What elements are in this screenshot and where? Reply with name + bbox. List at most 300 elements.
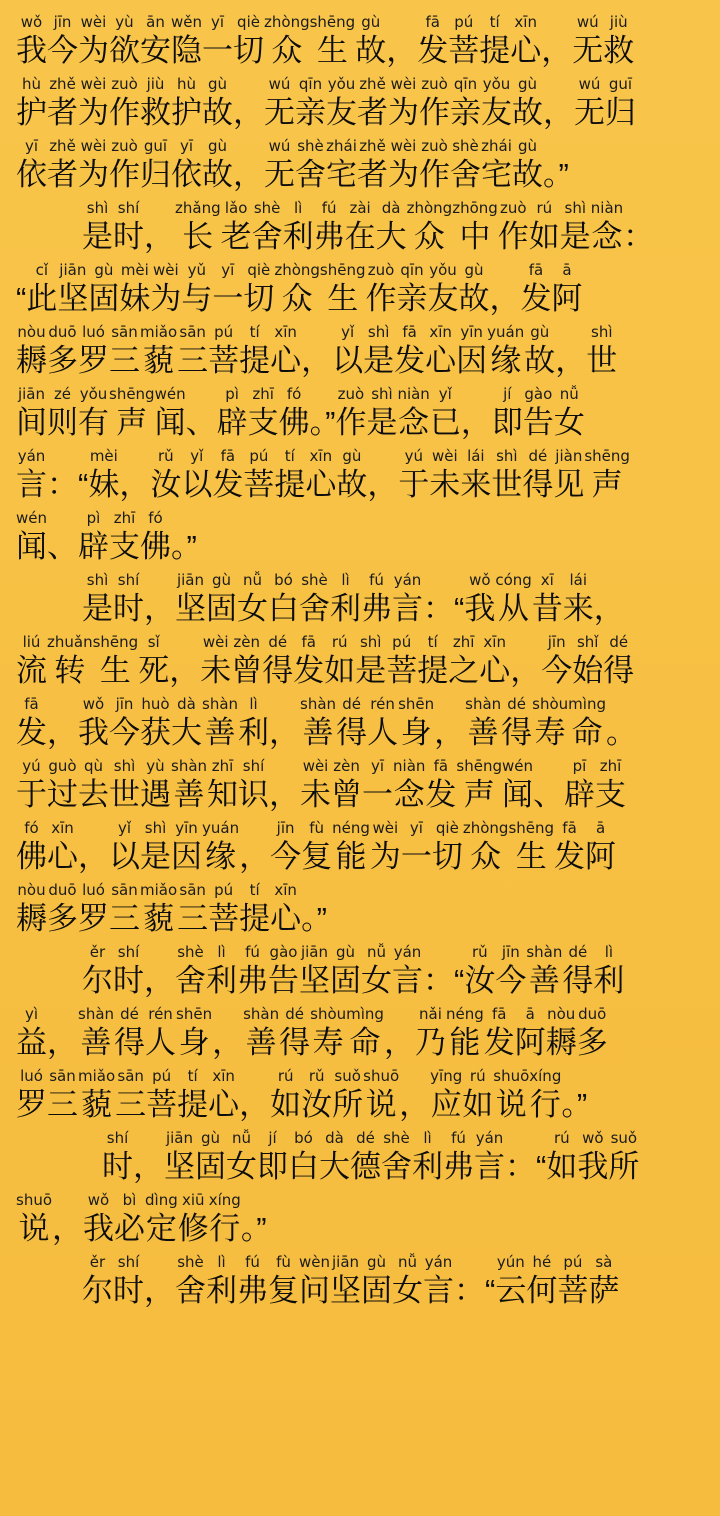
char-with-pinyin xyxy=(572,14,603,70)
pinyin-annotation: fú xyxy=(245,943,260,961)
han-character: 利 xyxy=(282,219,314,254)
pinyin-annotation: yán xyxy=(475,1129,504,1147)
han-character: 白 xyxy=(288,1149,319,1184)
han-character: 闻 xyxy=(16,529,47,564)
char-with-pinyin xyxy=(370,820,401,876)
pinyin-annotation: shè xyxy=(297,137,324,155)
punctuation xyxy=(269,696,300,752)
char-with-pinyin xyxy=(423,1254,454,1310)
pinyin-annotation: shì xyxy=(591,323,613,341)
pinyin-annotation: qù xyxy=(83,757,104,775)
char-with-pinyin xyxy=(115,1068,146,1124)
pinyin-annotation: shì xyxy=(371,385,393,403)
pinyin-annotation: shēng xyxy=(309,13,356,31)
punctuation xyxy=(239,820,270,876)
punctuation xyxy=(505,1130,536,1186)
pinyin-annotation: xīn xyxy=(51,819,74,837)
char-with-pinyin xyxy=(366,386,397,442)
text-line xyxy=(16,1130,704,1186)
pinyin-annotation: shí xyxy=(117,571,140,589)
han-character: ， xyxy=(269,777,301,812)
char-with-pinyin xyxy=(388,138,419,194)
pinyin-annotation: shàn xyxy=(243,1005,280,1023)
pinyin-annotation: zuò xyxy=(111,137,138,155)
char-with-pinyin xyxy=(195,1130,226,1186)
han-character: 告 xyxy=(522,405,554,440)
char-with-pinyin xyxy=(16,758,47,814)
pinyin-annotation: yī xyxy=(210,13,225,31)
han-character: 利 xyxy=(206,963,237,998)
han-character: 能 xyxy=(449,1025,481,1060)
char-with-pinyin xyxy=(554,386,585,442)
punctuation xyxy=(47,1006,78,1062)
pinyin-annotation: huò xyxy=(141,695,170,713)
pinyin-annotation: dà xyxy=(325,1129,344,1147)
pinyin-annotation: yán xyxy=(393,571,422,589)
char-with-pinyin xyxy=(78,324,109,380)
pinyin-annotation: wú xyxy=(268,75,291,93)
han-character: 乃 xyxy=(414,1025,446,1060)
pinyin-annotation: jí xyxy=(268,1129,277,1147)
pinyin-annotation: gào xyxy=(269,943,298,961)
pinyin-annotation: shēng xyxy=(109,385,155,403)
char-with-pinyin xyxy=(398,696,434,752)
char-with-pinyin xyxy=(299,1254,330,1310)
char-with-pinyin xyxy=(552,262,583,318)
char-with-pinyin xyxy=(446,1006,484,1062)
text-line xyxy=(16,448,704,504)
char-with-pinyin xyxy=(392,572,423,628)
char-with-pinyin xyxy=(324,634,355,690)
pinyin-annotation: sān xyxy=(111,881,138,899)
pinyin-annotation: fó xyxy=(24,819,39,837)
pinyin-annotation: niàn xyxy=(397,385,430,403)
han-character: 人 xyxy=(367,715,399,750)
han-character: 固 xyxy=(361,1273,393,1308)
han-character: ， xyxy=(233,157,264,192)
han-character: 闻 xyxy=(154,405,186,440)
pinyin-annotation: nòu xyxy=(17,323,46,341)
pinyin-annotation: wén xyxy=(154,385,186,403)
han-character: ， xyxy=(119,467,151,502)
char-with-pinyin xyxy=(140,820,171,876)
han-character: 我 xyxy=(83,1211,115,1246)
char-with-pinyin xyxy=(310,1006,346,1062)
han-character: 言 xyxy=(474,1149,505,1184)
char-with-pinyin xyxy=(171,76,202,132)
han-character: 一 xyxy=(362,777,394,812)
pinyin-annotation: fú xyxy=(451,1129,466,1147)
char-with-pinyin xyxy=(288,1130,319,1186)
pinyin-annotation: wǒ xyxy=(582,1129,604,1147)
punctuation xyxy=(594,572,625,628)
han-character: 提 xyxy=(274,467,306,502)
han-character: ， xyxy=(510,653,542,688)
pinyin-annotation: shì xyxy=(564,199,587,217)
han-character: 长 xyxy=(182,219,214,254)
text-line xyxy=(16,510,704,566)
han-character: 。 xyxy=(605,715,637,750)
char-with-pinyin xyxy=(608,1130,639,1186)
pinyin-annotation: hù xyxy=(176,75,196,93)
pinyin-annotation: shàn xyxy=(171,757,208,775)
pinyin-annotation: luó xyxy=(82,323,105,341)
char-with-pinyin xyxy=(481,76,512,132)
char-with-pinyin xyxy=(388,76,419,132)
han-character: 宅 xyxy=(326,157,357,192)
pinyin-annotation: jiàn xyxy=(555,447,583,465)
han-character: 心 xyxy=(425,343,457,378)
han-character: 心 xyxy=(270,343,302,378)
han-character: 发 xyxy=(554,839,586,874)
punctuation xyxy=(399,1068,430,1124)
pinyin-annotation: qīn xyxy=(453,75,478,93)
pinyin-annotation: dé xyxy=(568,943,588,961)
char-with-pinyin xyxy=(464,572,495,628)
han-character: 者 xyxy=(357,157,388,192)
han-character: 心 xyxy=(270,901,302,936)
punctuation xyxy=(144,944,175,1000)
pinyin-annotation: shè xyxy=(301,571,328,589)
han-character: ， xyxy=(47,1025,78,1060)
han-character: ， xyxy=(434,715,466,750)
pinyin-annotation: cóng xyxy=(495,571,532,589)
han-character: 得 xyxy=(279,1025,311,1060)
han-character: 亲 xyxy=(450,95,481,130)
pinyin-annotation: jiù xyxy=(146,75,165,93)
pinyin-annotation: dé xyxy=(528,447,548,465)
pinyin-annotation: yǒu xyxy=(327,75,356,93)
char-with-pinyin xyxy=(584,448,630,504)
pinyin-annotation: wèi xyxy=(390,75,417,93)
char-with-pinyin xyxy=(171,758,207,814)
char-with-pinyin xyxy=(357,76,388,132)
han-character: 菩 xyxy=(146,1087,178,1122)
han-character: ， xyxy=(144,1273,175,1308)
pinyin-annotation: shì xyxy=(86,571,109,589)
han-character: 亲 xyxy=(295,95,326,130)
han-character: 无 xyxy=(264,95,295,130)
han-character: 无 xyxy=(574,95,605,130)
han-character: 弗 xyxy=(443,1149,474,1184)
han-character: 获 xyxy=(140,715,171,750)
char-with-pinyin xyxy=(140,324,177,380)
char-with-pinyin xyxy=(330,572,361,628)
han-character: 藐 xyxy=(143,343,175,378)
pinyin-annotation: wèi xyxy=(390,137,417,155)
char-with-pinyin xyxy=(16,696,47,752)
char-with-pinyin xyxy=(150,262,181,318)
punctuation xyxy=(133,1130,164,1186)
char-with-pinyin xyxy=(202,138,233,194)
char-with-pinyin xyxy=(150,448,181,504)
pinyin-annotation: fó xyxy=(148,509,163,527)
pinyin-annotation: duō xyxy=(48,323,77,341)
pinyin-annotation: yú xyxy=(22,757,41,775)
pinyin-annotation: dìng xyxy=(145,1191,178,1209)
han-character: 佛 xyxy=(140,529,172,564)
char-with-pinyin xyxy=(346,1006,384,1062)
char-with-pinyin xyxy=(78,1006,114,1062)
pinyin-annotation: liú xyxy=(22,633,41,651)
char-with-pinyin xyxy=(526,1254,557,1310)
han-character: 固 xyxy=(88,281,120,316)
char-with-pinyin xyxy=(109,820,140,876)
pinyin-annotation: lái xyxy=(569,571,588,589)
char-with-pinyin xyxy=(529,1068,561,1124)
text-line xyxy=(16,76,704,132)
pinyin-annotation: zhái xyxy=(481,137,512,155)
pinyin-annotation: fā xyxy=(24,695,39,713)
punctuation xyxy=(78,448,88,504)
char-with-pinyin xyxy=(515,1006,546,1062)
punctuation xyxy=(606,696,637,752)
han-character: 弗 xyxy=(237,963,268,998)
char-with-pinyin xyxy=(202,76,233,132)
char-with-pinyin xyxy=(177,1068,208,1124)
han-character: 我 xyxy=(464,591,496,626)
char-with-pinyin xyxy=(361,1254,392,1310)
char-with-pinyin xyxy=(171,820,202,876)
han-character: 阿 xyxy=(551,281,583,316)
pinyin-annotation: fā xyxy=(491,1005,507,1023)
char-with-pinyin xyxy=(16,324,47,380)
char-with-pinyin xyxy=(508,820,554,876)
char-with-pinyin xyxy=(326,76,357,132)
pinyin-annotation: nǚ xyxy=(366,943,386,961)
pinyin-annotation: jīn xyxy=(501,943,520,961)
char-with-pinyin xyxy=(532,696,568,752)
pinyin-annotation: sān xyxy=(49,1067,76,1085)
char-with-pinyin xyxy=(78,386,109,442)
han-character: 未 xyxy=(200,653,232,688)
han-character: 时 xyxy=(113,219,144,254)
han-character: 尔 xyxy=(82,1273,113,1308)
char-with-pinyin xyxy=(262,634,293,690)
char-with-pinyin xyxy=(202,820,239,876)
char-with-pinyin xyxy=(82,572,113,628)
pinyin-annotation: sān xyxy=(179,881,206,899)
han-character: 说 xyxy=(18,1211,50,1246)
char-with-pinyin xyxy=(417,14,448,70)
char-with-pinyin xyxy=(522,448,553,504)
han-character: “ xyxy=(16,281,27,316)
han-character: 友 xyxy=(481,95,512,130)
han-character: ， xyxy=(144,591,175,626)
han-character: 作 xyxy=(109,157,140,192)
char-with-pinyin xyxy=(361,944,392,1000)
pinyin-annotation: rú xyxy=(469,1067,486,1085)
pinyin-annotation: dé xyxy=(507,695,527,713)
char-with-pinyin xyxy=(270,882,301,938)
pinyin-annotation: yǒu xyxy=(79,385,108,403)
pinyin-annotation: xīn xyxy=(514,13,537,31)
han-character: ： xyxy=(423,963,454,998)
pinyin-annotation: shè xyxy=(177,943,204,961)
char-with-pinyin xyxy=(82,1254,113,1310)
char-with-pinyin xyxy=(239,324,270,380)
han-character: 如 xyxy=(546,1149,578,1184)
char-with-pinyin xyxy=(394,324,425,380)
char-with-pinyin xyxy=(171,14,202,70)
han-character: 复 xyxy=(301,839,333,874)
pinyin-annotation: jiān xyxy=(176,571,205,589)
pinyin-annotation: zhě xyxy=(49,137,76,155)
pinyin-annotation: gù xyxy=(211,571,232,589)
han-character: 护 xyxy=(16,95,47,130)
char-with-pinyin xyxy=(175,572,206,628)
han-character: 固 xyxy=(330,963,361,998)
han-character: ： xyxy=(454,1273,486,1308)
han-character: 中 xyxy=(459,219,491,254)
char-with-pinyin xyxy=(171,138,202,194)
char-with-pinyin xyxy=(243,1006,279,1062)
pinyin-annotation: shì xyxy=(144,819,167,837)
han-character: ， xyxy=(460,405,492,440)
char-with-pinyin xyxy=(279,386,310,442)
pinyin-annotation: pú xyxy=(214,881,234,899)
pinyin-annotation: ān xyxy=(146,13,165,31)
pinyin-annotation: shì xyxy=(367,323,390,341)
han-character: 切 xyxy=(243,281,275,316)
han-character: 隐 xyxy=(171,33,202,68)
pinyin-annotation: wén xyxy=(502,757,534,775)
pinyin-annotation: fù xyxy=(309,819,324,837)
han-character: 无 xyxy=(572,33,604,68)
pinyin-annotation: jiān xyxy=(165,1129,194,1147)
char-with-pinyin xyxy=(212,448,243,504)
pinyin-annotation: fā xyxy=(562,819,577,837)
pinyin-annotation: yǐ xyxy=(190,447,204,465)
han-character: 声 xyxy=(463,777,495,812)
han-character: 发 xyxy=(293,653,325,688)
pinyin-annotation: qiè xyxy=(237,13,260,31)
char-with-pinyin xyxy=(177,882,208,938)
han-character: 提 xyxy=(239,901,271,936)
punctuation xyxy=(423,572,454,628)
pinyin-annotation: shè xyxy=(452,137,479,155)
han-character: 舍 xyxy=(299,591,330,626)
han-character: 救 xyxy=(140,95,171,130)
char-with-pinyin xyxy=(320,262,366,318)
char-with-pinyin xyxy=(252,200,283,256)
char-with-pinyin xyxy=(492,386,523,442)
char-with-pinyin xyxy=(140,882,177,938)
pinyin-annotation: nòu xyxy=(17,881,46,899)
char-with-pinyin xyxy=(335,386,366,442)
han-character: 众 xyxy=(413,219,445,254)
paragraph xyxy=(16,944,704,1124)
han-character: 无 xyxy=(264,157,295,192)
text-line xyxy=(16,1192,704,1248)
punctuation xyxy=(239,1068,270,1124)
han-character: 是 xyxy=(82,591,113,626)
pinyin-annotation: shí xyxy=(117,1253,140,1271)
char-with-pinyin xyxy=(603,14,634,70)
char-with-pinyin xyxy=(577,1006,608,1062)
pinyin-annotation: nǚ xyxy=(242,571,262,589)
punctuation xyxy=(186,386,217,442)
han-character: 我 xyxy=(16,33,47,68)
han-character: 来 xyxy=(562,591,594,626)
char-with-pinyin xyxy=(16,820,47,876)
han-character: 即 xyxy=(257,1149,288,1184)
char-with-pinyin xyxy=(78,882,109,938)
char-with-pinyin xyxy=(459,262,490,318)
han-character: 菩 xyxy=(243,467,275,502)
han-character: 支 xyxy=(247,405,279,440)
han-character: 三 xyxy=(177,901,209,936)
char-with-pinyin xyxy=(398,448,429,504)
char-with-pinyin xyxy=(588,1254,619,1310)
han-character: 作 xyxy=(419,157,450,192)
char-with-pinyin xyxy=(336,448,367,504)
char-with-pinyin xyxy=(498,200,529,256)
char-with-pinyin xyxy=(113,200,144,256)
han-character: 一 xyxy=(212,281,244,316)
pinyin-annotation: shàn xyxy=(526,943,563,961)
han-character: ， xyxy=(543,95,574,130)
punctuation xyxy=(384,1006,415,1062)
pinyin-annotation: fā xyxy=(402,323,417,341)
char-with-pinyin xyxy=(109,138,140,194)
char-with-pinyin xyxy=(367,696,398,752)
pinyin-annotation: lì xyxy=(604,943,614,961)
char-with-pinyin xyxy=(175,200,221,256)
pinyin-annotation: dé xyxy=(342,695,361,713)
han-character: 发 xyxy=(425,777,457,812)
char-with-pinyin xyxy=(178,1192,209,1248)
char-with-pinyin xyxy=(109,14,140,70)
char-with-pinyin xyxy=(200,634,231,690)
char-with-pinyin xyxy=(78,14,109,70)
han-character: 菩 xyxy=(557,1273,589,1308)
pinyin-annotation: nǚ xyxy=(559,385,579,403)
text-line xyxy=(16,1006,704,1062)
han-character: 言 xyxy=(392,591,423,626)
pinyin-annotation: sān xyxy=(111,323,138,341)
han-character: 未 xyxy=(429,467,461,502)
pinyin-annotation: dé xyxy=(268,633,288,651)
han-character: 说 xyxy=(365,1087,397,1122)
han-character: 为 xyxy=(78,33,109,68)
pinyin-annotation: qiè xyxy=(435,819,459,837)
char-with-pinyin xyxy=(113,944,144,1000)
char-with-pinyin xyxy=(563,572,594,628)
text-line xyxy=(16,758,704,814)
pinyin-annotation: miǎo xyxy=(140,323,178,341)
han-character: 多 xyxy=(47,343,78,378)
han-character: 如 xyxy=(462,1087,494,1122)
paragraph xyxy=(16,572,704,938)
pinyin-annotation: wèi xyxy=(152,261,179,279)
pinyin-annotation: xīn xyxy=(309,447,333,465)
han-character: 坚 xyxy=(299,963,330,998)
pinyin-annotation: shuō xyxy=(363,1067,400,1085)
han-character: 识 xyxy=(238,777,270,812)
pinyin-annotation: wú xyxy=(578,75,601,93)
pinyin-annotation: lì xyxy=(249,695,258,713)
pinyin-annotation: zhī xyxy=(113,509,136,527)
text-line xyxy=(16,696,704,752)
char-with-pinyin xyxy=(206,1254,237,1310)
char-with-pinyin xyxy=(171,696,202,752)
han-character: 因 xyxy=(171,839,202,874)
pinyin-annotation: néng xyxy=(332,819,370,837)
pinyin-annotation: yǒu xyxy=(482,75,511,93)
punctuation xyxy=(555,324,586,380)
pinyin-annotation: yuán xyxy=(202,819,240,837)
